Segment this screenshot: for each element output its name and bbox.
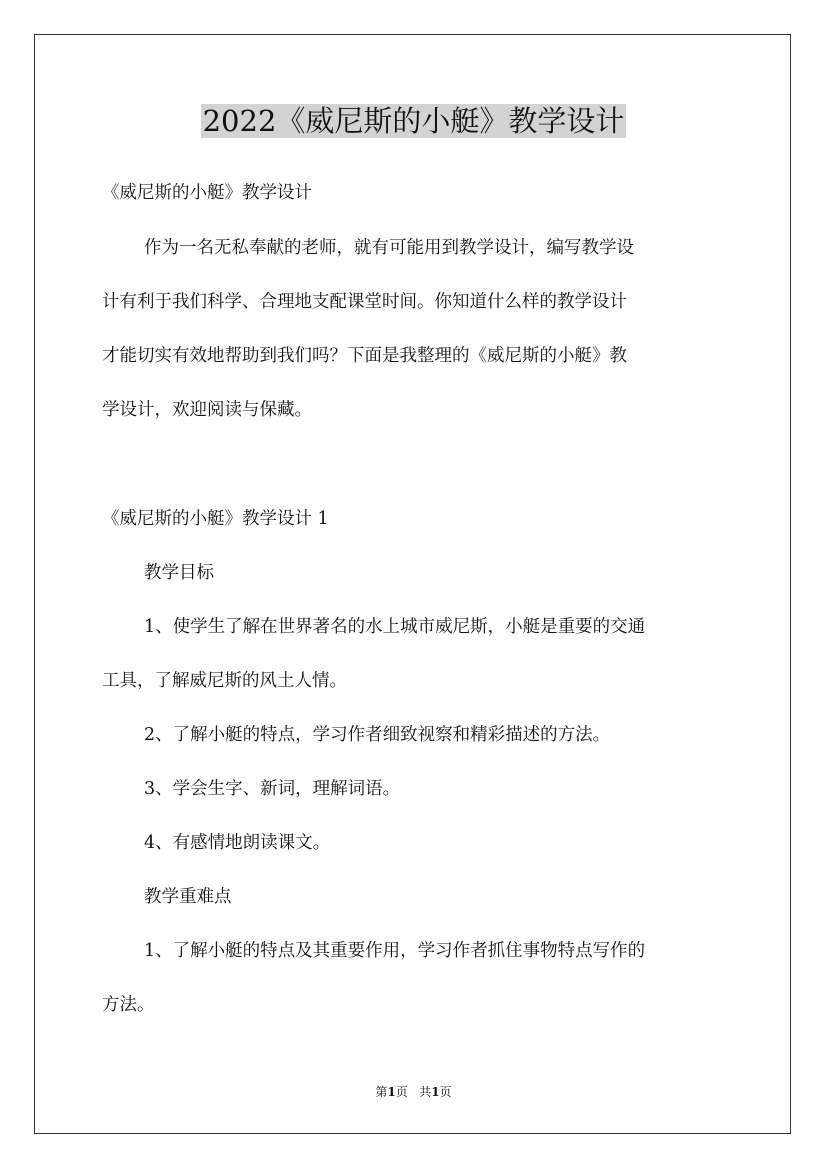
footer-page-number: 1 (387, 1085, 396, 1099)
goals-heading: 教学目标 (144, 563, 214, 583)
key-point-line-1: 1、了解小艇的特点及其重要作用，学习作者抓住事物特点写作的 (144, 941, 646, 961)
intro-line-4: 学设计，欢迎阅读与保藏。 (102, 400, 312, 420)
section-heading: 《威尼斯的小艇》教学设计 1 (102, 509, 329, 529)
page-footer (0, 1084, 827, 1100)
intro-line-2: 计有利于我们科学、合理地支配课堂时间。你知道什么样的教学设计 (102, 292, 627, 312)
footer-page-suffix: 页 (395, 1085, 408, 1099)
goal-line-4: 3、学会生字、新词，理解词语。 (144, 779, 401, 799)
footer-total-number: 1 (431, 1085, 440, 1099)
footer-total-suffix: 页 (439, 1085, 452, 1099)
document-title: 2022《威尼斯的小艇》教学设计 (202, 104, 625, 138)
footer-page-prefix: 第 (375, 1085, 388, 1099)
intro-line-1: 作为一名无私奉献的老师，就有可能用到教学设计，编写教学设 (144, 238, 634, 258)
goal-line-3: 2、了解小艇的特点，学习作者细致视察和精彩描述的方法。 (144, 725, 611, 745)
key-points-heading: 教学重难点 (144, 887, 232, 907)
goal-line-1: 1、使学生了解在世界著名的水上城市威尼斯，小艇是重要的交通 (144, 617, 646, 637)
goal-line-5: 4、有感情地朗读课文。 (144, 833, 331, 853)
key-point-line-2: 方法。 (102, 995, 155, 1015)
document-subtitle: 《威尼斯的小艇》教学设计 (102, 183, 312, 203)
footer-total-prefix: 共 (419, 1085, 432, 1099)
goal-line-2: 工具，了解威尼斯的风土人情。 (102, 671, 347, 691)
intro-line-3: 才能切实有效地帮助到我们吗？下面是我整理的《威尼斯的小艇》教 (102, 346, 627, 366)
